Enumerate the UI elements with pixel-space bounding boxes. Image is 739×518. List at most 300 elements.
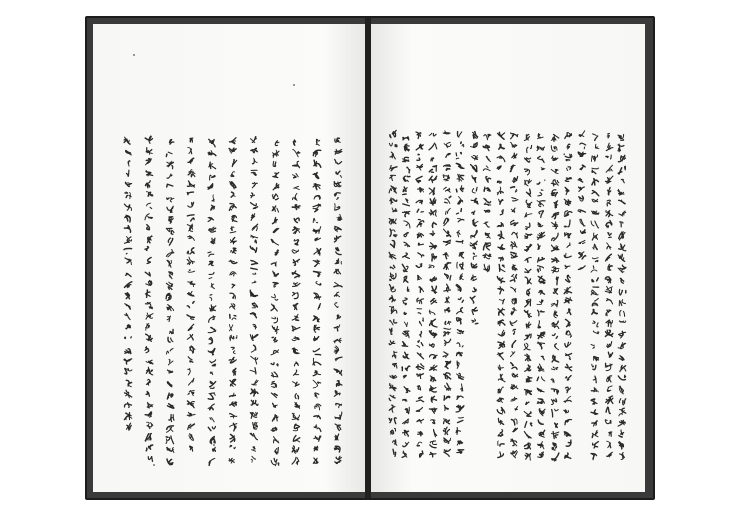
handwritten-character (144, 361, 153, 370)
handwritten-character (509, 268, 518, 277)
handwritten-character (523, 447, 532, 456)
handwritten-character (496, 434, 505, 443)
handwritten-character (563, 192, 572, 201)
handwritten-character (415, 433, 424, 442)
handwritten-character (312, 429, 321, 438)
handwritten-character (228, 208, 237, 217)
handwritten-character (415, 158, 424, 167)
handwritten-character (228, 219, 237, 228)
handwritten-character (536, 149, 545, 158)
handwritten-character (270, 276, 279, 285)
handwritten-character (333, 428, 342, 437)
handwritten-character (428, 159, 437, 168)
handwritten-character (482, 126, 491, 135)
handwritten-character (291, 264, 300, 273)
handwritten-character (442, 245, 451, 254)
handwritten-character (144, 218, 153, 227)
handwritten-character (165, 342, 174, 351)
handwritten-character (442, 410, 451, 419)
handwritten-character (536, 215, 545, 224)
handwritten-character (442, 443, 451, 452)
handwritten-character (428, 291, 437, 300)
handwritten-character (270, 353, 279, 362)
handwritten-character (550, 260, 559, 269)
handwritten-character (604, 181, 613, 190)
handwritten-character (604, 379, 613, 388)
handwritten-character (550, 205, 559, 214)
handwritten-character (123, 175, 132, 184)
handwritten-character (469, 224, 478, 233)
handwritten-character (550, 293, 559, 302)
handwritten-character (249, 317, 258, 326)
handwritten-character (617, 237, 626, 246)
handwritten-character (123, 384, 132, 393)
handwritten-character (523, 359, 532, 368)
handwritten-character (604, 401, 613, 410)
handwritten-character (228, 142, 237, 151)
handwritten-character (482, 181, 491, 190)
handwritten-character (469, 191, 478, 200)
handwritten-character (312, 319, 321, 328)
handwritten-character (312, 275, 321, 284)
handwritten-character (509, 290, 518, 299)
handwritten-character (249, 207, 258, 216)
handwritten-character (144, 284, 153, 293)
handwritten-character (577, 190, 586, 199)
handwritten-character (563, 368, 572, 377)
handwritten-character (333, 450, 342, 459)
handwritten-character (207, 320, 216, 329)
handwritten-character (563, 390, 572, 399)
handwritten-character (249, 372, 258, 381)
handwritten-character (291, 154, 300, 163)
handwritten-character (442, 388, 451, 397)
handwritten-character (536, 391, 545, 400)
handwritten-character (165, 298, 174, 307)
handwritten-character (228, 285, 237, 294)
handwritten-character (442, 223, 451, 232)
handwritten-character (401, 423, 410, 432)
handwritten-character (469, 202, 478, 211)
handwritten-character (428, 181, 437, 190)
handwritten-character (207, 298, 216, 307)
handwritten-character (536, 402, 545, 411)
handwritten-character (536, 281, 545, 290)
handwritten-character (207, 408, 216, 417)
handwritten-character (270, 408, 279, 417)
handwritten-character (123, 263, 132, 272)
handwritten-character (617, 347, 626, 356)
handwritten-character (401, 401, 410, 410)
handwritten-character (291, 132, 300, 141)
handwritten-character (455, 267, 464, 276)
handwritten-character (415, 279, 424, 288)
handwritten-character (291, 220, 300, 229)
handwritten-character (291, 231, 300, 240)
handwritten-character (186, 240, 195, 249)
handwritten-character (469, 136, 478, 145)
handwritten-character (496, 159, 505, 168)
handwritten-character (249, 163, 258, 172)
handwritten-character (496, 258, 505, 267)
handwritten-character (496, 346, 505, 355)
handwritten-character (388, 278, 397, 287)
handwritten-character (123, 296, 132, 305)
handwritten-character (442, 212, 451, 221)
handwritten-character (455, 311, 464, 320)
handwritten-character (509, 345, 518, 354)
handwritten-character (577, 256, 586, 265)
handwritten-character (563, 401, 572, 410)
handwritten-character (536, 413, 545, 422)
handwritten-character (165, 210, 174, 219)
handwritten-character (207, 331, 216, 340)
handwritten-character (401, 214, 410, 223)
handwritten-character (590, 193, 599, 202)
handwritten-character (415, 180, 424, 189)
handwritten-character (249, 405, 258, 414)
handwritten-character (388, 124, 397, 133)
handwritten-character (186, 152, 195, 161)
handwritten-character (482, 159, 491, 168)
handwritten-character (590, 369, 599, 378)
handwritten-character (249, 262, 258, 271)
handwritten-character (312, 308, 321, 317)
handwritten-character (482, 236, 491, 245)
handwritten-character (590, 259, 599, 268)
handwritten-character (523, 403, 532, 412)
handwritten-character (577, 201, 586, 210)
handwritten-character (186, 317, 195, 326)
handwritten-character (186, 394, 195, 403)
handwritten-character (123, 274, 132, 283)
handwritten-character (249, 174, 258, 183)
handwritten-character (550, 128, 559, 137)
handwritten-character (165, 408, 174, 417)
handwritten-character (536, 182, 545, 191)
handwritten-character (604, 236, 613, 245)
handwritten-character (455, 300, 464, 309)
handwritten-character (617, 193, 626, 202)
handwritten-character (388, 421, 397, 430)
handwritten-character (590, 358, 599, 367)
handwritten-character (123, 219, 132, 228)
handwritten-character (207, 342, 216, 351)
handwritten-character (207, 364, 216, 373)
handwritten-character (617, 281, 626, 290)
handwritten-character (207, 232, 216, 241)
handwritten-character (590, 446, 599, 455)
handwritten-character (577, 223, 586, 232)
handwritten-character (563, 346, 572, 355)
handwritten-character (415, 136, 424, 145)
handwritten-character (523, 161, 532, 170)
handwritten-character (401, 346, 410, 355)
handwritten-character (550, 216, 559, 225)
handwritten-character (496, 324, 505, 333)
handwritten-character (496, 126, 505, 135)
handwritten-character (165, 452, 174, 461)
handwritten-character (536, 336, 545, 345)
handwritten-character (270, 221, 279, 230)
handwritten-character (333, 230, 342, 239)
handwritten-character (563, 203, 572, 212)
handwritten-character (536, 270, 545, 279)
handwritten-character (388, 311, 397, 320)
handwritten-character (415, 422, 424, 431)
handwritten-character (270, 188, 279, 197)
handwritten-character (455, 135, 464, 144)
handwritten-character (415, 444, 424, 453)
handwritten-character (186, 273, 195, 282)
handwritten-character (165, 254, 174, 263)
handwritten-character (550, 337, 559, 346)
handwritten-character (270, 210, 279, 219)
handwritten-character (270, 166, 279, 175)
handwritten-character (388, 344, 397, 353)
handwritten-character (401, 335, 410, 344)
handwritten-character (563, 170, 572, 179)
handwritten-character (563, 126, 572, 135)
handwritten-character (523, 370, 532, 379)
handwritten-character (428, 148, 437, 157)
handwritten-character (415, 400, 424, 409)
handwritten-character (523, 436, 532, 445)
handwritten-character (270, 397, 279, 406)
handwritten-character (590, 380, 599, 389)
handwritten-character (401, 280, 410, 289)
handwritten-character (469, 246, 478, 255)
handwritten-character (186, 339, 195, 348)
handwritten-character (509, 301, 518, 310)
handwritten-character (401, 137, 410, 146)
handwritten-character (415, 367, 424, 376)
handwritten-character (144, 174, 153, 183)
handwritten-character (249, 328, 258, 337)
handwritten-character (401, 258, 410, 267)
handwritten-character (550, 150, 559, 159)
handwritten-character (415, 345, 424, 354)
handwritten-character (536, 226, 545, 235)
handwritten-character (144, 350, 153, 359)
handwritten-character (415, 246, 424, 255)
handwritten-character (496, 401, 505, 410)
handwritten-character (563, 357, 572, 366)
handwritten-character (123, 164, 132, 173)
handwritten-character (523, 271, 532, 280)
handwritten-character (186, 229, 195, 238)
handwritten-character (186, 163, 195, 172)
handwritten-character (455, 256, 464, 265)
handwritten-character (333, 307, 342, 316)
handwritten-character (401, 148, 410, 157)
handwritten-character (496, 148, 505, 157)
handwritten-character (482, 137, 491, 146)
handwritten-character (536, 160, 545, 169)
handwritten-character (496, 335, 505, 344)
handwritten-character (523, 249, 532, 258)
handwritten-character (333, 131, 342, 140)
handwritten-character (186, 350, 195, 359)
handwritten-character (563, 181, 572, 190)
handwritten-character (482, 247, 491, 256)
handwritten-character (442, 278, 451, 287)
scan-speck (213, 444, 215, 446)
handwritten-character (401, 269, 410, 278)
handwritten-character (165, 375, 174, 384)
handwritten-character (333, 142, 342, 151)
handwritten-character (604, 192, 613, 201)
handwritten-character (186, 130, 195, 139)
handwritten-character (144, 405, 153, 414)
handwritten-character (312, 220, 321, 229)
handwritten-character (270, 232, 279, 241)
handwritten-character (165, 331, 174, 340)
handwritten-character (455, 223, 464, 232)
handwritten-character (509, 147, 518, 156)
handwritten-character (186, 185, 195, 194)
handwritten-character (496, 214, 505, 223)
handwritten-character (401, 368, 410, 377)
handwritten-character (123, 395, 132, 404)
handwritten-character (428, 445, 437, 454)
handwritten-character (577, 146, 586, 155)
handwritten-character (186, 141, 195, 150)
handwritten-character (249, 196, 258, 205)
handwritten-character (207, 166, 216, 175)
handwritten-character (563, 236, 572, 245)
handwritten-character (428, 280, 437, 289)
handwritten-character (536, 171, 545, 180)
handwritten-character (144, 295, 153, 304)
handwritten-character (617, 391, 626, 400)
handwritten-character (144, 251, 153, 260)
handwritten-character (523, 315, 532, 324)
handwritten-character (144, 416, 153, 425)
handwritten-character (186, 328, 195, 337)
handwritten-character (590, 435, 599, 444)
handwritten-character (401, 225, 410, 234)
handwritten-character (144, 306, 153, 315)
handwritten-character (165, 265, 174, 274)
handwritten-character (165, 364, 174, 373)
handwritten-character (455, 124, 464, 133)
handwritten-character (165, 155, 174, 164)
handwritten-character (165, 309, 174, 318)
handwritten-character (415, 268, 424, 277)
handwritten-character (333, 164, 342, 173)
handwritten-character (270, 254, 279, 263)
handwritten-character (496, 269, 505, 278)
handwritten-character (509, 246, 518, 255)
handwritten-character (228, 340, 237, 349)
handwritten-character (482, 214, 491, 223)
handwritten-character (509, 169, 518, 178)
handwritten-character (165, 188, 174, 197)
handwritten-character (617, 215, 626, 224)
handwritten-character (415, 301, 424, 310)
handwritten-character (228, 186, 237, 195)
handwritten-character (428, 302, 437, 311)
handwritten-character (388, 168, 397, 177)
handwritten-character (123, 285, 132, 294)
handwritten-character (590, 160, 599, 169)
handwritten-character (388, 366, 397, 375)
handwritten-character (207, 265, 216, 274)
handwritten-character (509, 202, 518, 211)
handwritten-character (144, 273, 153, 282)
handwritten-character (550, 183, 559, 192)
handwritten-character (469, 180, 478, 189)
handwritten-character (590, 182, 599, 191)
handwritten-character (509, 422, 518, 431)
handwritten-character (207, 155, 216, 164)
handwritten-character (469, 290, 478, 299)
handwritten-character (249, 383, 258, 392)
handwritten-character (455, 201, 464, 210)
handwritten-character (550, 370, 559, 379)
handwritten-character (186, 295, 195, 304)
handwritten-character (590, 292, 599, 301)
handwritten-character (333, 241, 342, 250)
handwritten-character (333, 362, 342, 371)
handwritten-character (550, 249, 559, 258)
handwritten-character (550, 315, 559, 324)
handwritten-character (291, 187, 300, 196)
handwritten-character (228, 428, 237, 437)
handwritten-character (388, 388, 397, 397)
scan-speck (133, 54, 135, 56)
handwritten-character (144, 185, 153, 194)
handwritten-character (207, 199, 216, 208)
handwritten-character (604, 335, 613, 344)
handwritten-character (415, 224, 424, 233)
handwritten-character (401, 170, 410, 179)
handwritten-character (186, 306, 195, 315)
handwritten-character (550, 436, 559, 445)
handwritten-character (563, 214, 572, 223)
handwritten-character (563, 247, 572, 256)
bound-book (85, 16, 655, 500)
handwritten-character (415, 213, 424, 222)
handwritten-character (144, 262, 153, 271)
handwritten-character (523, 293, 532, 302)
handwritten-character (604, 247, 613, 256)
handwritten-character (312, 187, 321, 196)
handwritten-character (312, 363, 321, 372)
handwritten-character (455, 399, 464, 408)
handwritten-character (442, 366, 451, 375)
handwritten-character (442, 256, 451, 265)
handwritten-character (186, 218, 195, 227)
handwritten-character (442, 399, 451, 408)
handwritten-character (249, 130, 258, 139)
handwritten-character (590, 325, 599, 334)
handwritten-character (291, 275, 300, 284)
handwritten-character (401, 181, 410, 190)
handwritten-character (415, 202, 424, 211)
handwritten-character (469, 147, 478, 156)
handwritten-character (401, 357, 410, 366)
handwritten-character (604, 368, 613, 377)
handwritten-character (144, 328, 153, 337)
scan-speck (293, 84, 295, 86)
handwritten-character (388, 190, 397, 199)
handwritten-character (428, 379, 437, 388)
handwritten-character (455, 157, 464, 166)
handwritten-character (401, 291, 410, 300)
handwritten-character (291, 253, 300, 262)
